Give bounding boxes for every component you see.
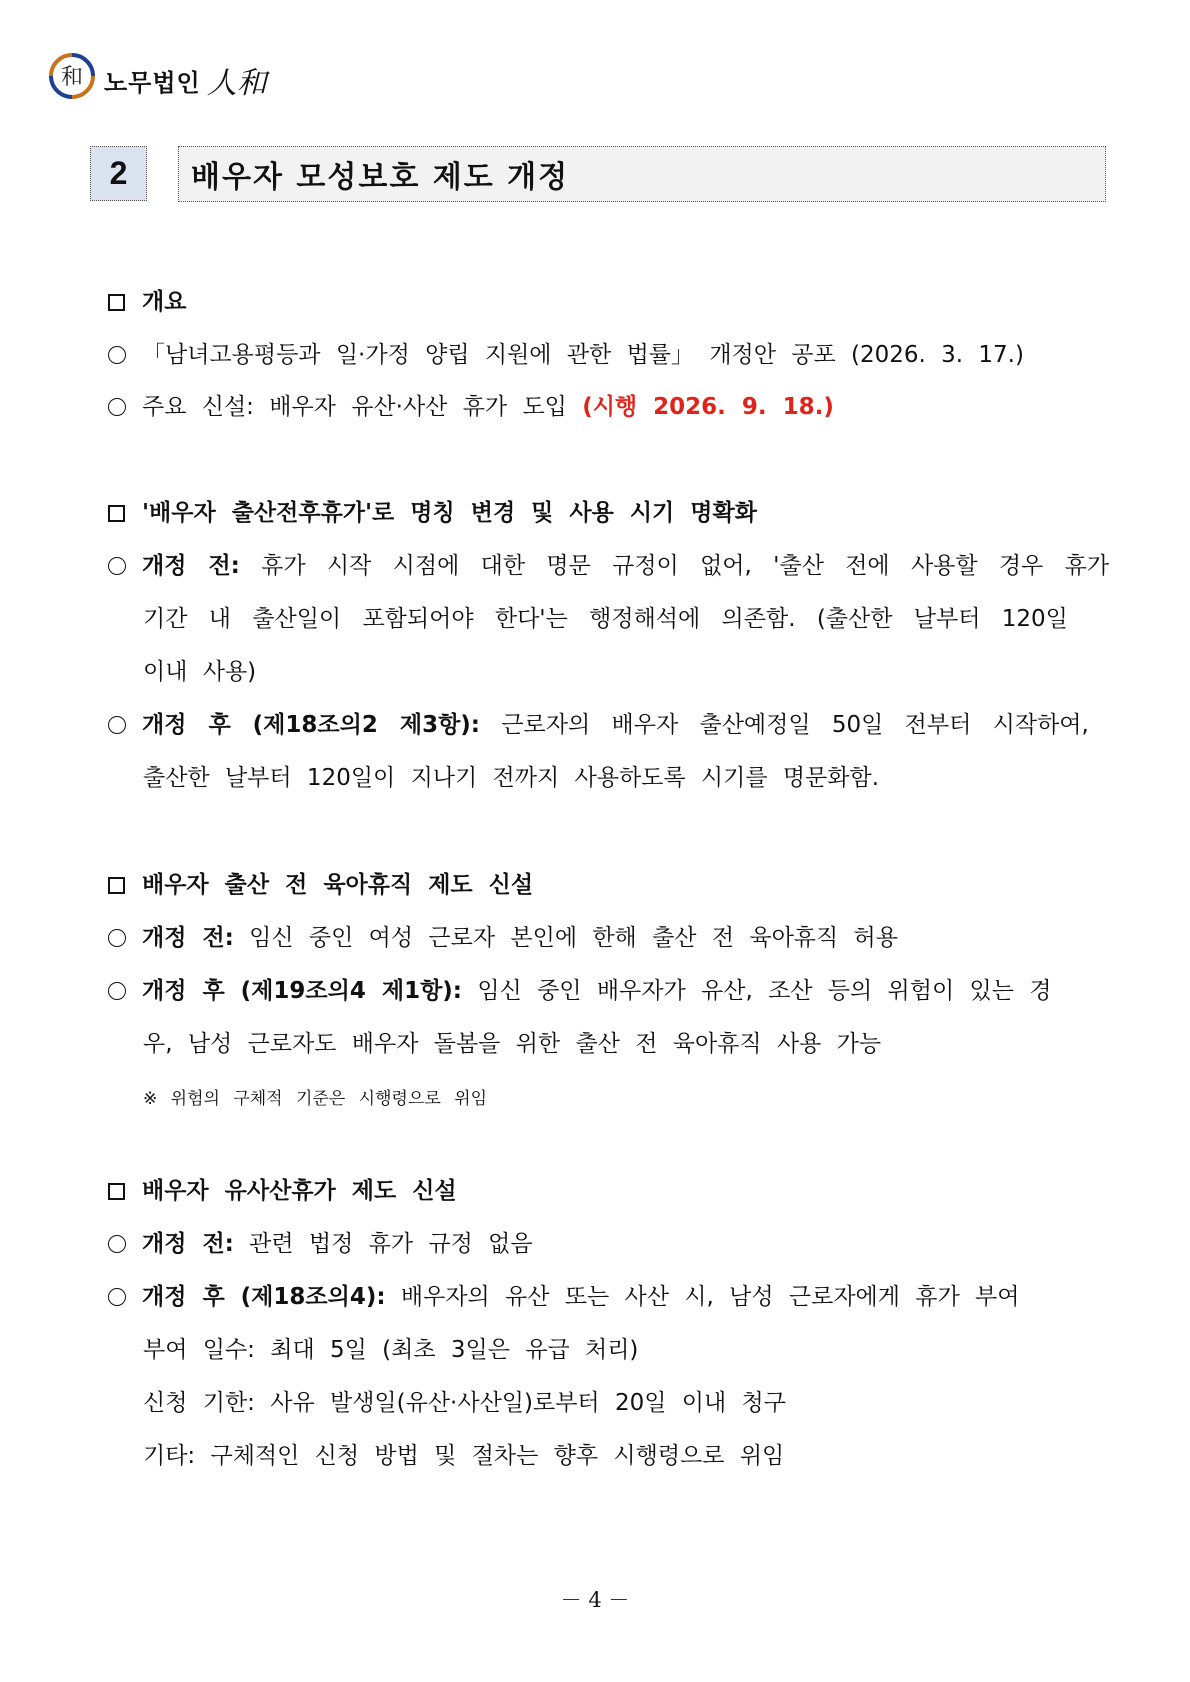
logo-char: 和 [60, 65, 84, 90]
square-bullet-icon [108, 877, 125, 894]
miscarriage-after [108, 1281, 1019, 1313]
circle-bullet-icon [108, 982, 126, 1000]
before-label: 개정 전: [142, 1231, 234, 1257]
overview-heading [108, 286, 186, 318]
firm-name-hanja: 人和 [206, 66, 267, 101]
overview-item-1-text: 「남녀고용평등과 일·가정 양립 지원에 관한 법률」 개정안 공포 (2026. 3. 17.) [142, 342, 1024, 368]
circle-bullet-icon [108, 346, 126, 364]
after-label: 개정 후 (제18조의4): [142, 1284, 386, 1310]
after-label: 개정 후 (제19조의4 제1항): [142, 978, 463, 1004]
rename-after [108, 709, 1089, 741]
prenatal-before-text: 임신 중인 여성 근로자 본인에 한해 출산 전 육아휴직 허용 [249, 925, 898, 951]
prenatal-before [108, 922, 898, 954]
miscarriage-heading [108, 1175, 457, 1207]
before-label: 개정 전: [142, 925, 234, 951]
rename-before [108, 550, 1109, 582]
miscarriage-before-text: 관련 법정 휴가 규정 없음 [249, 1231, 533, 1257]
circle-bullet-icon [108, 716, 126, 734]
prenatal-heading [108, 869, 533, 901]
prenatal-after-line-2: 우, 남성 근로자도 배우자 돌봄을 위한 출산 전 육아휴직 사용 가능 [143, 1031, 882, 1057]
miscarriage-detail-deadline: 신청 기한: 사유 발생일(유산·사산일)로부터 20일 이내 청구 [143, 1390, 786, 1416]
circle-bullet-icon [108, 1288, 126, 1306]
prenatal-heading-text: 배우자 출산 전 육아휴직 제도 신설 [142, 872, 534, 898]
firm-name [104, 56, 267, 100]
circle-bullet-icon [108, 398, 126, 416]
miscarriage-detail-days: 부여 일수: 최대 5일 (최초 3일은 유급 처리) [143, 1337, 639, 1363]
rename-before-line-2: 기간 내 출산일이 포함되어야 한다'는 행정해석에 의존함. (출산한 날부터 120일 [143, 606, 1068, 632]
square-bullet-icon [108, 294, 125, 311]
rename-heading [108, 497, 757, 529]
rename-after-line-1: 근로자의 배우자 출산예정일 50일 전부터 시작하여, [501, 712, 1089, 738]
overview-item-1 [108, 339, 1024, 371]
rename-before-line-1: 휴가 시작 시점에 대한 명문 규정이 없어, '출산 전에 사용할 경우 휴가 [261, 553, 1110, 579]
square-bullet-icon [108, 505, 125, 522]
square-bullet-icon [108, 1183, 125, 1200]
firm-logo-icon [48, 52, 96, 100]
overview-heading-text: 개요 [142, 289, 187, 315]
circle-bullet-icon [108, 1235, 126, 1253]
after-label: 개정 후 (제18조의2 제3항): [142, 712, 481, 738]
miscarriage-heading-text: 배우자 유사산휴가 제도 신설 [142, 1178, 457, 1204]
circle-bullet-icon [108, 557, 126, 575]
prenatal-after-line-1: 임신 중인 배우자가 유산, 조산 등의 위험이 있는 경 [477, 978, 1052, 1004]
section-number: 2 [90, 146, 147, 201]
miscarriage-before [108, 1228, 533, 1260]
miscarriage-after-text: 배우자의 유산 또는 사산 시, 남성 근로자에게 휴가 부여 [400, 1284, 1020, 1310]
prenatal-note: ※ 위험의 구체적 기준은 시행령으로 위임 [143, 1089, 488, 1109]
page-number: － 4 － [560, 1588, 630, 1612]
miscarriage-detail-other: 기타: 구체적인 신청 방법 및 절차는 향후 시행령으로 위임 [143, 1443, 785, 1469]
circle-bullet-icon [108, 929, 126, 947]
rename-heading-text: '배우자 출산전후휴가'로 명칭 변경 및 사용 시기 명확화 [142, 500, 757, 526]
effective-date-highlight: (시행 2026. 9. 18.) [582, 394, 834, 420]
prenatal-after [108, 975, 1052, 1007]
overview-item-2 [108, 391, 834, 423]
rename-before-line-3: 이내 사용) [143, 659, 257, 685]
rename-after-line-2: 출산한 날부터 120일이 지나기 전까지 사용하도록 시기를 명문화함. [143, 765, 880, 791]
overview-item-2-text: 주요 신설: 배우자 유산·사산 휴가 도입 [142, 394, 567, 420]
before-label: 개정 전: [142, 553, 240, 579]
firm-name-korean: 노무법인 [104, 69, 201, 97]
section-title: 배우자 모성보호 제도 개정 [178, 146, 1106, 202]
